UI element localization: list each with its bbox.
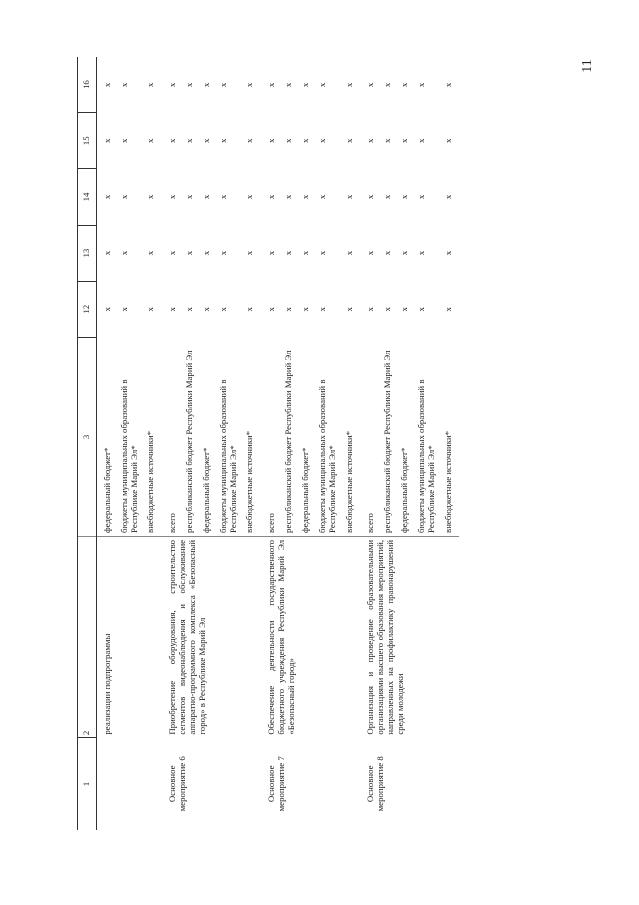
- mark-cell: x: [365, 250, 376, 256]
- funding-source-cell: внебюджетные источники*: [244, 337, 261, 536]
- mark-cell: x: [316, 194, 327, 200]
- mark-cell: x: [118, 250, 129, 256]
- mark-cell: x: [343, 138, 354, 143]
- mark-cell: x: [101, 82, 112, 88]
- funding-source-cell: бюджеты муниципальных образований в Республике Марий Эл*: [119, 337, 146, 536]
- mark-cell: x: [415, 250, 426, 256]
- mark-cell: x: [399, 250, 410, 256]
- mark-cell: x: [266, 82, 277, 88]
- mark-cell: x: [145, 307, 156, 312]
- mark-cell: x: [316, 307, 327, 312]
- header-col-1: 1: [78, 738, 97, 830]
- mark-cell: x: [266, 307, 277, 312]
- mark-cell: x: [184, 250, 195, 256]
- mark-cell: x: [365, 194, 376, 200]
- page-number: 11: [580, 59, 595, 73]
- mark-cell: x: [343, 194, 354, 200]
- mark-cell: x: [101, 138, 112, 143]
- mark-cell: x: [266, 194, 277, 200]
- funding-source-cell: федеральный бюджет*: [201, 337, 218, 536]
- event-description-cell: реализации подпрограммы: [101, 633, 112, 735]
- mark-cell: x: [343, 250, 354, 256]
- mark-cell: x: [382, 307, 393, 312]
- mark-cell: x: [244, 138, 255, 143]
- mark-cell: x: [200, 307, 211, 312]
- funding-source-cell: федеральный бюджет*: [96, 337, 118, 536]
- mark-cell: x: [442, 194, 453, 200]
- funding-source-cell: внебюджетные источники*: [145, 337, 162, 536]
- funding-source-cell: федеральный бюджет*: [300, 337, 317, 536]
- mark-cell: x: [299, 82, 310, 88]
- mark-cell: x: [415, 307, 426, 312]
- mark-cell: x: [118, 82, 129, 88]
- mark-cell: x: [167, 307, 178, 312]
- mark-cell: x: [118, 138, 129, 143]
- funding-source-cell: бюджеты муниципальных образований в Республике Марий Эл*: [218, 337, 245, 536]
- mark-cell: x: [217, 82, 228, 88]
- mark-cell: x: [266, 250, 277, 256]
- mark-cell: x: [200, 138, 211, 143]
- table-body: [96, 57, 459, 830]
- funding-source-cell: бюджеты муниципальных образований в Республике Марий Эл*: [416, 337, 443, 536]
- funding-source-cell: всего: [261, 337, 283, 536]
- header-col-15: 15: [78, 113, 97, 169]
- mark-cell: x: [365, 138, 376, 143]
- mark-cell: x: [244, 307, 255, 312]
- mark-cell: x: [184, 307, 195, 312]
- mark-cell: x: [316, 138, 327, 143]
- mark-cell: x: [167, 138, 178, 143]
- mark-cell: x: [365, 82, 376, 88]
- header-col-14: 14: [78, 169, 97, 225]
- event-name-cell: Основное мероприятие 7: [266, 756, 287, 812]
- mark-cell: x: [200, 194, 211, 200]
- mark-cell: x: [244, 194, 255, 200]
- mark-cell: x: [299, 194, 310, 200]
- mark-cell: x: [365, 307, 376, 312]
- funding-source-cell: всего: [162, 337, 184, 536]
- mark-cell: x: [316, 250, 327, 256]
- mark-cell: x: [343, 307, 354, 312]
- funding-source-cell: республиканский бюджет Республики Марий Эл: [283, 337, 300, 536]
- mark-cell: x: [442, 82, 453, 88]
- table-row: [96, 57, 118, 830]
- mark-cell: x: [200, 250, 211, 256]
- mark-cell: x: [184, 138, 195, 143]
- mark-cell: x: [343, 82, 354, 88]
- mark-cell: x: [244, 250, 255, 256]
- mark-cell: x: [118, 307, 129, 312]
- mark-cell: x: [399, 194, 410, 200]
- mark-cell: x: [283, 194, 294, 200]
- mark-cell: x: [217, 194, 228, 200]
- funding-source-cell: внебюджетные источники*: [344, 337, 361, 536]
- event-description-cell: Обеспечение деятельности государственного бюджетного учреждения Республики Марий Эл «Безопасный город»: [266, 539, 296, 735]
- mark-cell: x: [244, 82, 255, 88]
- mark-cell: x: [299, 307, 310, 312]
- mark-cell: x: [283, 82, 294, 88]
- mark-cell: x: [101, 250, 112, 256]
- mark-cell: x: [382, 194, 393, 200]
- header-col-3: 3: [78, 337, 97, 536]
- funding-table: [77, 57, 459, 830]
- header-col-16: 16: [78, 57, 97, 113]
- table-row: [162, 57, 184, 830]
- mark-cell: x: [299, 138, 310, 143]
- mark-cell: x: [442, 250, 453, 256]
- mark-cell: x: [415, 194, 426, 200]
- mark-cell: x: [217, 138, 228, 143]
- funding-source-cell: республиканский бюджет Республики Марий Эл: [184, 337, 201, 536]
- mark-cell: x: [399, 138, 410, 143]
- table-row: [261, 57, 283, 830]
- mark-cell: x: [299, 250, 310, 256]
- header-col-2: 2: [78, 536, 97, 737]
- header-row: [78, 57, 97, 830]
- mark-cell: x: [266, 138, 277, 143]
- mark-cell: x: [217, 250, 228, 256]
- event-name-cell: Основное мероприятие 8: [365, 756, 386, 812]
- mark-cell: x: [101, 194, 112, 200]
- event-description-cell: Приобретение оборудования, строительство сегментов видеонаблюдения и обслуживание аппаратно-программного комплекса «Безопасный город» в Республике Марий Эл: [167, 539, 207, 735]
- mark-cell: x: [145, 194, 156, 200]
- funding-source-cell: бюджеты муниципальных образований в Республике Марий Эл*: [317, 337, 344, 536]
- funding-source-cell: всего: [360, 337, 382, 536]
- mark-cell: x: [316, 82, 327, 88]
- mark-cell: x: [145, 82, 156, 88]
- mark-cell: x: [399, 82, 410, 88]
- mark-cell: x: [167, 250, 178, 256]
- mark-cell: x: [200, 82, 211, 88]
- mark-cell: x: [399, 307, 410, 312]
- mark-cell: x: [167, 82, 178, 88]
- funding-source-cell: федеральный бюджет*: [399, 337, 416, 536]
- table-row: [360, 57, 382, 830]
- mark-cell: x: [217, 307, 228, 312]
- header-col-13: 13: [78, 225, 97, 281]
- event-name-cell: Основное мероприятие 6: [167, 756, 188, 812]
- event-name-cell: [96, 738, 162, 830]
- funding-source-cell: республиканский бюджет Республики Марий Эл: [382, 337, 399, 536]
- mark-cell: x: [442, 138, 453, 143]
- mark-cell: x: [382, 250, 393, 256]
- mark-cell: x: [145, 138, 156, 143]
- mark-cell: x: [382, 82, 393, 88]
- event-description-cell: Организация и проведение образовательными организациями высшего образования мероприятий, направленных на профилактику правонарушений среди молодежи: [365, 539, 405, 735]
- mark-cell: x: [283, 250, 294, 256]
- mark-cell: x: [145, 250, 156, 256]
- mark-cell: x: [415, 82, 426, 88]
- mark-cell: x: [283, 138, 294, 143]
- mark-cell: x: [442, 307, 453, 312]
- mark-cell: x: [184, 194, 195, 200]
- mark-cell: x: [118, 194, 129, 200]
- funding-source-cell: внебюджетные источники*: [443, 337, 460, 536]
- mark-cell: x: [415, 138, 426, 143]
- mark-cell: x: [184, 82, 195, 88]
- mark-cell: x: [283, 307, 294, 312]
- rotated-table-container: [77, 57, 598, 830]
- mark-cell: x: [101, 307, 112, 312]
- mark-cell: x: [382, 138, 393, 143]
- header-col-12: 12: [78, 281, 97, 337]
- mark-cell: x: [167, 194, 178, 200]
